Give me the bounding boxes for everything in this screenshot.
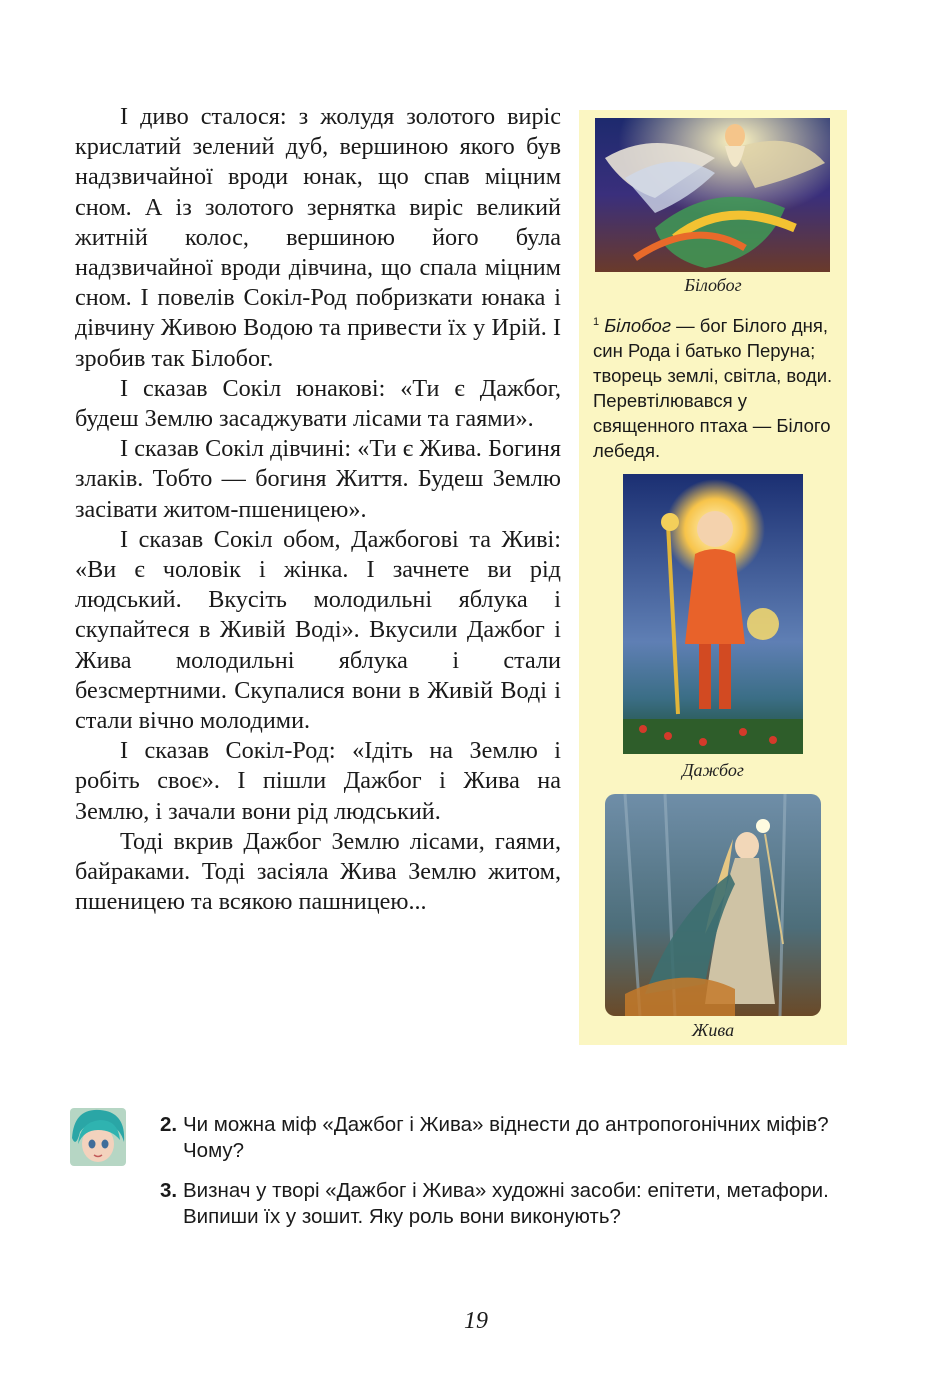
paragraph: І сказав Сокіл-Род: «Ідіть на Землю і робіть своє». І пішли Дажбог і Жива на Землю, і зачали вони рід людський. bbox=[75, 737, 561, 825]
question-number: 2. bbox=[160, 1113, 178, 1136]
question-text: Чи можна міф «Дажбог і Жива» віднести до антропогонічних міфів? Чому? bbox=[183, 1113, 829, 1162]
paragraph: І сказав Сокіл обом, Дажбогові та Живі: «Ви є чоловік і жінка. І зачнете ви рід людський. Вкусіть молодильні яблука і скупайтеся в Живій Воді». Вкусили Дажбог і Жива молодильні яблука і стали безсмертними. Скупалися вони в Живій Воді і стали вічно молодими. bbox=[75, 525, 561, 735]
dazhbog-illustration bbox=[623, 474, 803, 754]
caption-bilobog: Білобог bbox=[684, 275, 742, 295]
caption-zhyva: Жива bbox=[691, 1020, 735, 1040]
question-number: 3. bbox=[160, 1179, 178, 1202]
page-number: 19 bbox=[464, 1308, 488, 1334]
paragraph: І сказав Сокіл дівчині: «Ти є Жива. Богиня злаків. Тобто — богиня Життя. Будеш Землю засівати житом-пшеницею». bbox=[75, 435, 561, 523]
paragraph: Тоді вкрив Дажбог Землю лісами, гаями, байраками. Тоді засіяла Жива Землю житом, пшеницею та всякою пашницею... bbox=[75, 827, 561, 916]
caption-dazhbog: Дажбог bbox=[682, 760, 744, 780]
footnote-term: Білобог bbox=[604, 315, 671, 337]
footnote-mark: 1 bbox=[593, 316, 600, 328]
paragraph: І диво сталося: з жолудя золотого виріс крислатий зелений дуб, вершиною якого був надзвичайної вроди юнак, що спав міцним сном. А із золотого зернятка виріс великий житній колос, вершиною його була надзвичайної вроди дівчина, що спала міцним сном. І повелів Сокіл-Род побризкати юнака і дівчину Живою Водою та привести їх у Ирій. І зробив так Білобог. bbox=[75, 103, 561, 372]
main-text bbox=[75, 102, 561, 917]
sidebar-panel bbox=[579, 110, 847, 1045]
paragraph: І сказав Сокіл юнакові: «Ти є Дажбог, будеш Землю засаджувати лісами та гаями». bbox=[75, 374, 561, 433]
question-item bbox=[160, 1178, 850, 1230]
bilobog-illustration bbox=[595, 118, 830, 272]
girl-avatar-icon bbox=[70, 1108, 126, 1166]
questions-list bbox=[160, 1112, 850, 1244]
question-item bbox=[160, 1112, 850, 1164]
question-text: Визнач у творі «Дажбог і Жива» художні засоби: епітети, метафори. Випиши їх у зошит. Яку роль вони виконують? bbox=[183, 1179, 829, 1228]
footnote-text: — бог Білого дня, син Рода і батько Перуна; творець землі, світла, води. Перевтілювався у священного птаха — Білого лебедя. bbox=[593, 315, 833, 462]
footnote bbox=[593, 310, 838, 463]
zhyva-illustration bbox=[605, 794, 821, 1016]
